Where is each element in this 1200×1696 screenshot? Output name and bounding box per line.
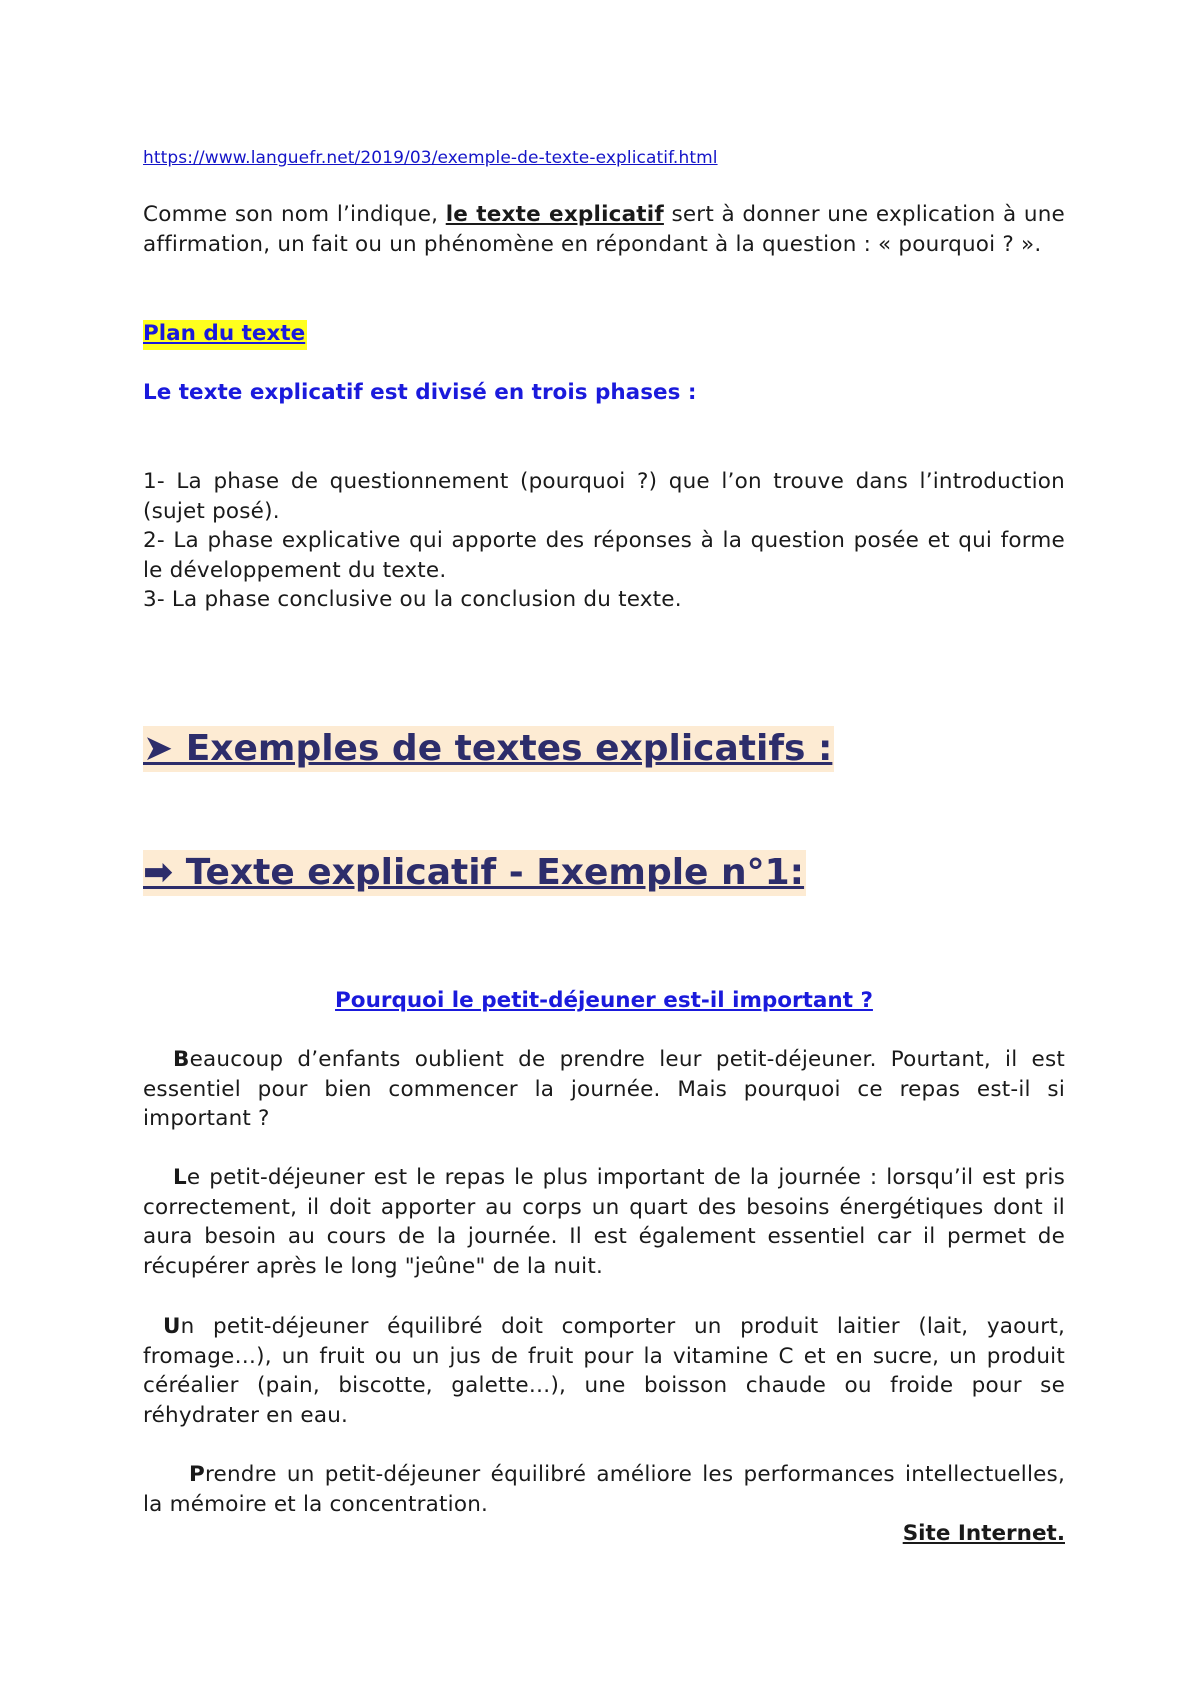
paragraph-text: rendre un petit-déjeuner équilibré améliore les performances intellectuelles, la mémoire et la concentration. <box>143 1462 1065 1517</box>
heading-example-1: ➡ Texte explicatif - Exemple n°1: <box>143 850 806 896</box>
example-paragraph-4 <box>143 1460 1065 1519</box>
document-page <box>143 0 1065 1696</box>
example-question-title: Pourquoi le petit-déjeuner est-il important ? <box>335 988 873 1013</box>
example-paragraph-3 <box>143 1312 1065 1430</box>
paragraph-initial: L <box>173 1165 187 1190</box>
intro-paragraph <box>143 200 1065 259</box>
phase-item-2: 2- La phase explicative qui apporte des réponses à la question posée et qui forme le développement du texte. <box>143 528 1065 583</box>
paragraph-text: eaucoup d’enfants oublient de prendre leur petit-déjeuner. Pourtant, il est essentiel pour bien commencer la journée. Mais pourquoi ce repas est-il si important ? <box>143 1047 1065 1131</box>
paragraph-text: n petit-déjeuner équilibré doit comporter un produit laitier (lait, yaourt, fromage…), un fruit ou un jus de fruit pour la vitamine C et en sucre, un produit céréalier (pain, biscotte, galette…), une boisson chaude ou froide pour se réhydrater en eau. <box>143 1314 1065 1428</box>
signature: Site Internet. <box>902 1521 1065 1546</box>
paragraph-text: e petit-déjeuner est le repas le plus important de la journée : lorsqu’il est pris correctement, il doit apporter au corps un quart des besoins énergétiques dont il aura besoin au cours de la journée. Il est également essentiel car il permet de récupérer après le long "jeûne" de la nuit. <box>143 1165 1065 1279</box>
paragraph-initial: P <box>189 1462 205 1487</box>
source-link[interactable]: https://www.languefr.net/2019/03/exemple-de-texte-explicatif.html <box>143 148 718 168</box>
plan-title: Plan du texte <box>143 320 307 350</box>
example-paragraph-2 <box>143 1163 1065 1281</box>
intro-before: Comme son nom l’indique, <box>143 202 446 227</box>
example-paragraph-1 <box>143 1045 1065 1134</box>
phases-title: Le texte explicatif est divisé en trois phases : <box>143 380 697 405</box>
phase-item-3: 3- La phase conclusive ou la conclusion du texte. <box>143 587 682 612</box>
intro-keyword: le texte explicatif <box>445 202 664 227</box>
phase-item-1: 1- La phase de questionnement (pourquoi ?) que l’on trouve dans l’introduction (sujet posé). <box>143 469 1065 524</box>
paragraph-initial: B <box>173 1047 190 1072</box>
paragraph-initial: U <box>163 1314 181 1339</box>
heading-examples: ➤ Exemples de textes explicatifs : <box>143 726 834 772</box>
phases-list <box>143 467 1065 615</box>
intro-after: sert à donner une explication à une affirmation, un fait ou un phénomène en répondant à la question : « pourquoi ? ». <box>143 202 1065 257</box>
